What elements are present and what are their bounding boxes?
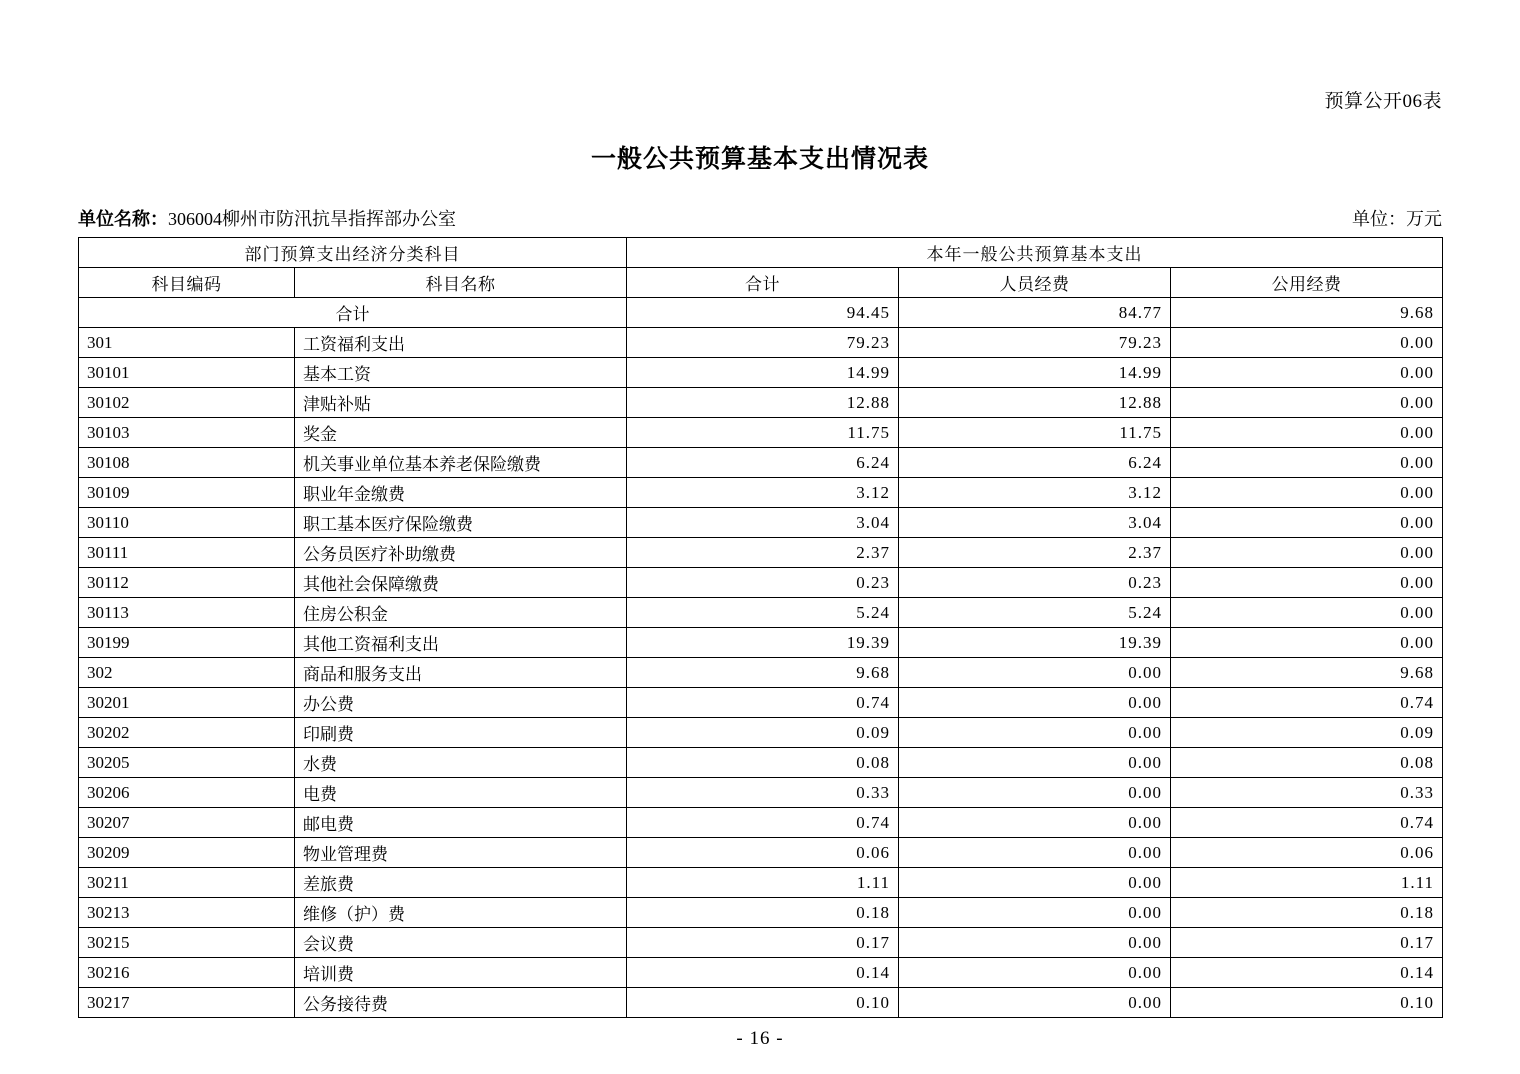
- cell-sum: 0.74: [627, 688, 899, 718]
- cell-sum: 0.17: [627, 928, 899, 958]
- cell-personnel: 0.00: [899, 778, 1171, 808]
- cell-personnel: 0.00: [899, 868, 1171, 898]
- cell-public: 0.00: [1171, 598, 1443, 628]
- cell-personnel: 3.12: [899, 478, 1171, 508]
- cell-public: 0.17: [1171, 928, 1443, 958]
- table-row: [79, 778, 1443, 808]
- cell-code: 30112: [79, 568, 295, 598]
- cell-name: 培训费: [295, 958, 627, 988]
- cell-sum: 1.11: [627, 868, 899, 898]
- cell-name: 职工基本医疗保险缴费: [295, 508, 627, 538]
- cell-public: 0.00: [1171, 538, 1443, 568]
- table-row: [79, 808, 1443, 838]
- form-label: 预算公开06表: [1324, 91, 1442, 112]
- cell-code: 30217: [79, 988, 295, 1018]
- cell-code: 30202: [79, 718, 295, 748]
- cell-code: 30101: [79, 358, 295, 388]
- cell-sum: 5.24: [627, 598, 899, 628]
- cell-personnel: 0.00: [899, 688, 1171, 718]
- column-header-code: 科目编码: [79, 268, 295, 298]
- table-row: [79, 658, 1443, 688]
- table-row: [79, 868, 1443, 898]
- cell-personnel: 0.00: [899, 958, 1171, 988]
- cell-name: 其他工资福利支出: [295, 628, 627, 658]
- cell-personnel: 0.00: [899, 898, 1171, 928]
- cell-name: 差旅费: [295, 868, 627, 898]
- cell-code: 30109: [79, 478, 295, 508]
- cell-public: 0.00: [1171, 448, 1443, 478]
- cell-code: 30213: [79, 898, 295, 928]
- table-row: [79, 328, 1443, 358]
- budget-table: [78, 237, 1443, 1018]
- cell-sum: 11.75: [627, 418, 899, 448]
- cell-personnel: 14.99: [899, 358, 1171, 388]
- table-row-total: [79, 298, 1443, 328]
- cell-sum: 9.68: [627, 658, 899, 688]
- cell-name: 水费: [295, 748, 627, 778]
- cell-name: 公务员医疗补助缴费: [295, 538, 627, 568]
- cell-sum: 0.33: [627, 778, 899, 808]
- cell-public: 0.06: [1171, 838, 1443, 868]
- cell-code: 30206: [79, 778, 295, 808]
- column-header-name: 科目名称: [295, 268, 627, 298]
- cell-personnel: 0.00: [899, 838, 1171, 868]
- group-header-left: 部门预算支出经济分类科目: [79, 238, 627, 268]
- cell-personnel: 11.75: [899, 418, 1171, 448]
- cell-name: 办公费: [295, 688, 627, 718]
- cell-name: 工资福利支出: [295, 328, 627, 358]
- table-row: [79, 388, 1443, 418]
- cell-personnel: 0.00: [899, 808, 1171, 838]
- cell-public: 0.00: [1171, 628, 1443, 658]
- cell-code: 30211: [79, 868, 295, 898]
- table-row: [79, 688, 1443, 718]
- cell-code: 302: [79, 658, 295, 688]
- cell-public: 0.09: [1171, 718, 1443, 748]
- table-row: [79, 718, 1443, 748]
- cell-sum: 2.37: [627, 538, 899, 568]
- cell-public: 0.00: [1171, 388, 1443, 418]
- cell-public: 9.68: [1171, 658, 1443, 688]
- cell-public: 0.74: [1171, 808, 1443, 838]
- column-header-public: 公用经费: [1171, 268, 1443, 298]
- cell-name: 机关事业单位基本养老保险缴费: [295, 448, 627, 478]
- cell-name: 住房公积金: [295, 598, 627, 628]
- cell-personnel: 79.23: [899, 328, 1171, 358]
- group-header-right: 本年一般公共预算基本支出: [627, 238, 1443, 268]
- page-title: 一般公共预算基本支出情况表: [590, 145, 929, 173]
- unit-name-value: 306004柳州市防汛抗旱指挥部办公室: [168, 209, 456, 229]
- cell-public: 0.00: [1171, 358, 1443, 388]
- cell-sum: 0.23: [627, 568, 899, 598]
- unit-measure: 单位：万元: [1352, 209, 1442, 229]
- cell-personnel: 19.39: [899, 628, 1171, 658]
- table-row: [79, 568, 1443, 598]
- cell-public: 1.11: [1171, 868, 1443, 898]
- cell-sum: 0.10: [627, 988, 899, 1018]
- table-row: [79, 838, 1443, 868]
- table-row: [79, 448, 1443, 478]
- cell-code: 30108: [79, 448, 295, 478]
- cell-name: 基本工资: [295, 358, 627, 388]
- total-sum: 94.45: [627, 298, 899, 328]
- table-row: [79, 898, 1443, 928]
- cell-personnel: 0.00: [899, 988, 1171, 1018]
- cell-sum: 0.09: [627, 718, 899, 748]
- total-public: 9.68: [1171, 298, 1443, 328]
- cell-public: 0.00: [1171, 328, 1443, 358]
- cell-sum: 0.08: [627, 748, 899, 778]
- column-header-sum: 合计: [627, 268, 899, 298]
- cell-personnel: 0.00: [899, 928, 1171, 958]
- cell-name: 其他社会保障缴费: [295, 568, 627, 598]
- table-row: [79, 598, 1443, 628]
- cell-name: 印刷费: [295, 718, 627, 748]
- cell-code: 30113: [79, 598, 295, 628]
- cell-personnel: 5.24: [899, 598, 1171, 628]
- cell-name: 商品和服务支出: [295, 658, 627, 688]
- cell-public: 0.14: [1171, 958, 1443, 988]
- cell-public: 0.00: [1171, 568, 1443, 598]
- table-row: [79, 418, 1443, 448]
- cell-public: 0.08: [1171, 748, 1443, 778]
- cell-public: 0.00: [1171, 418, 1443, 448]
- cell-sum: 14.99: [627, 358, 899, 388]
- cell-public: 0.00: [1171, 508, 1443, 538]
- cell-code: 30215: [79, 928, 295, 958]
- cell-code: 30103: [79, 418, 295, 448]
- cell-sum: 0.06: [627, 838, 899, 868]
- total-personnel: 84.77: [899, 298, 1171, 328]
- cell-code: 30209: [79, 838, 295, 868]
- table-row: [79, 538, 1443, 568]
- table-row: [79, 988, 1443, 1018]
- cell-public: 0.74: [1171, 688, 1443, 718]
- cell-code: 30216: [79, 958, 295, 988]
- table-body: [79, 298, 1443, 1018]
- cell-name: 津贴补贴: [295, 388, 627, 418]
- cell-name: 职业年金缴费: [295, 478, 627, 508]
- cell-code: 30102: [79, 388, 295, 418]
- cell-public: 0.10: [1171, 988, 1443, 1018]
- table-row: [79, 478, 1443, 508]
- cell-sum: 0.74: [627, 808, 899, 838]
- cell-name: 物业管理费: [295, 838, 627, 868]
- cell-code: 301: [79, 328, 295, 358]
- subheader-row: [78, 205, 1442, 231]
- cell-personnel: 0.00: [899, 718, 1171, 748]
- table-head: [79, 238, 1443, 298]
- unit-name-label: 单位名称：: [78, 209, 168, 229]
- cell-personnel: 0.00: [899, 658, 1171, 688]
- cell-code: 30110: [79, 508, 295, 538]
- table-column-header-row: [79, 268, 1443, 298]
- cell-sum: 12.88: [627, 388, 899, 418]
- cell-code: 30111: [79, 538, 295, 568]
- total-label: 合计: [79, 298, 627, 328]
- table-row: [79, 628, 1443, 658]
- cell-name: 邮电费: [295, 808, 627, 838]
- table-row: [79, 358, 1443, 388]
- cell-sum: 6.24: [627, 448, 899, 478]
- cell-sum: 79.23: [627, 328, 899, 358]
- cell-personnel: 6.24: [899, 448, 1171, 478]
- cell-name: 维修（护）费: [295, 898, 627, 928]
- cell-code: 30201: [79, 688, 295, 718]
- table-row: [79, 508, 1443, 538]
- unit-name: [78, 205, 456, 231]
- cell-personnel: 0.23: [899, 568, 1171, 598]
- page-number: - 16 -: [736, 1028, 784, 1049]
- cell-public: 0.00: [1171, 478, 1443, 508]
- cell-name: 会议费: [295, 928, 627, 958]
- cell-name: 公务接待费: [295, 988, 627, 1018]
- cell-name: 电费: [295, 778, 627, 808]
- table-row: [79, 748, 1443, 778]
- cell-sum: 0.18: [627, 898, 899, 928]
- cell-personnel: 2.37: [899, 538, 1171, 568]
- table-row: [79, 958, 1443, 988]
- cell-sum: 3.04: [627, 508, 899, 538]
- cell-code: 30199: [79, 628, 295, 658]
- table-row: [79, 928, 1443, 958]
- cell-personnel: 12.88: [899, 388, 1171, 418]
- cell-public: 0.33: [1171, 778, 1443, 808]
- column-header-personnel: 人员经费: [899, 268, 1171, 298]
- table-group-header-row: [79, 238, 1443, 268]
- cell-sum: 19.39: [627, 628, 899, 658]
- cell-personnel: 3.04: [899, 508, 1171, 538]
- cell-code: 30207: [79, 808, 295, 838]
- cell-name: 奖金: [295, 418, 627, 448]
- cell-code: 30205: [79, 748, 295, 778]
- cell-personnel: 0.00: [899, 748, 1171, 778]
- cell-sum: 3.12: [627, 478, 899, 508]
- cell-public: 0.18: [1171, 898, 1443, 928]
- cell-sum: 0.14: [627, 958, 899, 988]
